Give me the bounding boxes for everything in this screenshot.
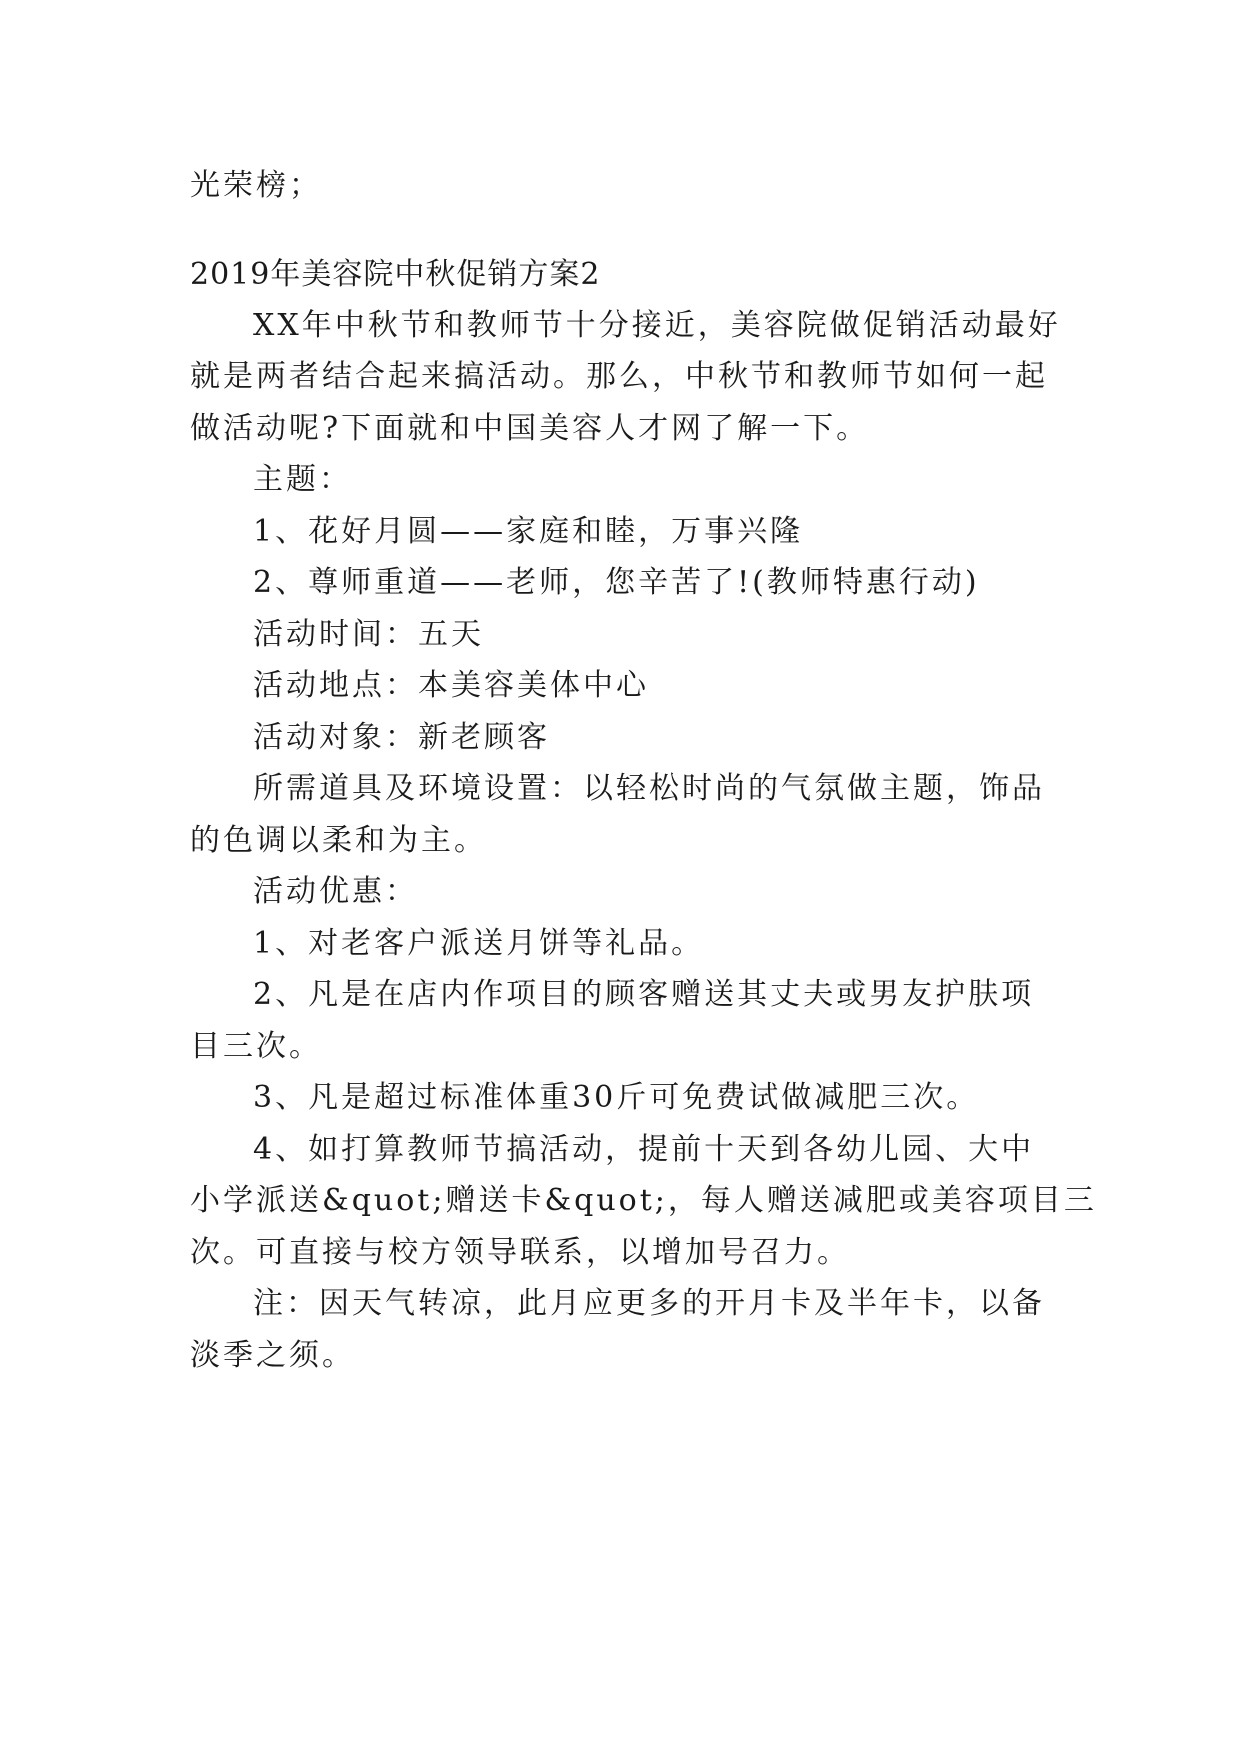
props-setting-line-2: 的色调以柔和为主。: [190, 823, 487, 858]
offer-item-2-line-2: 目三次。: [190, 1029, 322, 1064]
paragraph-intro-line-2: 就是两者结合起来搞活动。那么，中秋节和教师节如何一起: [190, 359, 1048, 394]
activity-target: 活动对象：新老顾客: [253, 720, 550, 755]
theme-heading: 主题：: [253, 462, 352, 497]
theme-item-1: 1、花好月圆——家庭和睦，万事兴隆: [253, 514, 804, 549]
offer-item-1: 1、对老客户派送月饼等礼品。: [253, 926, 705, 961]
offer-item-2-line-1: 2、凡是在店内作项目的顾客赠送其丈夫或男友护肤项: [253, 977, 1035, 1012]
note-line-1: 注：因天气转凉，此月应更多的开月卡及半年卡，以备: [253, 1286, 1045, 1321]
offers-heading: 活动优惠：: [253, 874, 418, 909]
offer-item-4-line-3: 次。可直接与校方领导联系，以增加号召力。: [190, 1235, 850, 1270]
section-title: 2019年美容院中秋促销方案2: [190, 257, 601, 292]
note-line-2: 淡季之须。: [190, 1338, 355, 1373]
paragraph-intro-line-1: XX年中秋节和教师节十分接近，美容院做促销活动最好: [253, 308, 1061, 343]
offer-item-4-line-2: 小学派送&quot;赠送卡&quot;，每人赠送减肥或美容项目三: [190, 1183, 1097, 1218]
theme-item-2: 2、尊师重道——老师，您辛苦了!(教师特惠行动): [253, 565, 980, 600]
props-setting-line-1: 所需道具及环境设置：以轻松时尚的气氛做主题，饰品: [253, 771, 1045, 806]
offer-item-4-line-1: 4、如打算教师节搞活动，提前十天到各幼儿园、大中: [253, 1132, 1035, 1167]
offer-item-3: 3、凡是超过标准体重30斤可免费试做减肥三次。: [253, 1080, 980, 1115]
text-line-honor-roll: 光荣榜；: [190, 168, 322, 203]
activity-time: 活动时间：五天: [253, 617, 484, 652]
activity-location: 活动地点：本美容美体中心: [253, 668, 649, 703]
paragraph-intro-line-3: 做活动呢?下面就和中国美容人才网了解一下。: [190, 411, 870, 446]
